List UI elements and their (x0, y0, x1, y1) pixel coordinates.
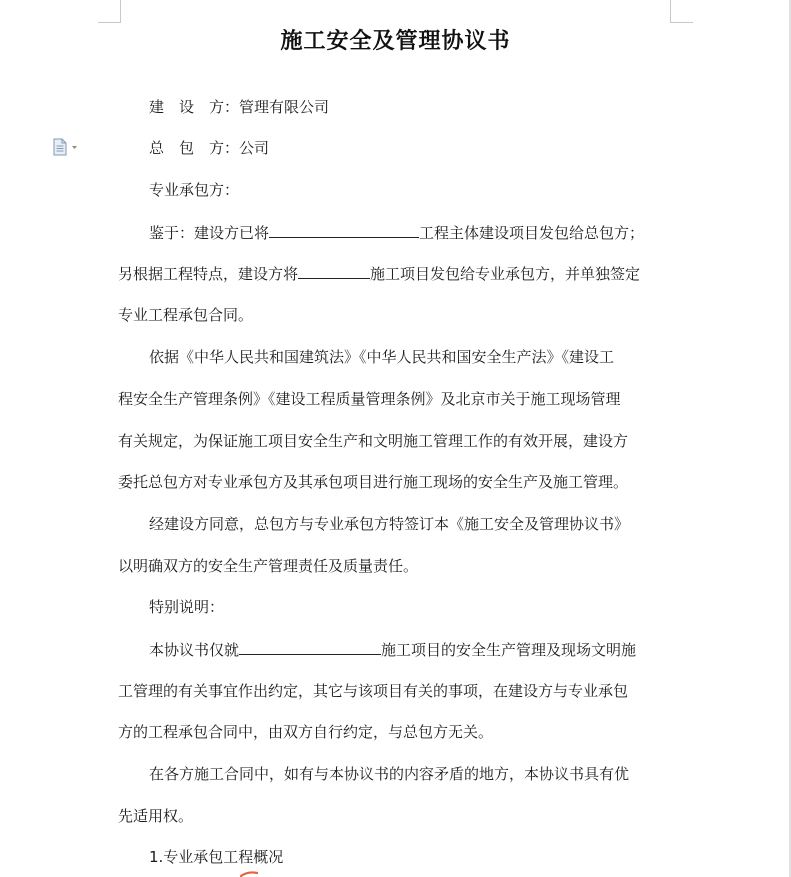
document-title: 施工安全及管理协议书 (280, 28, 511, 54)
special-note-label: 特别说明： (149, 598, 225, 616)
margin-corner-top-left (98, 0, 121, 23)
para1-line1 (149, 222, 644, 243)
para2-line1: 依据《中华人民共和国建筑法》《中华人民共和国安全生产法》《建设工 (149, 348, 615, 366)
client-line (149, 97, 329, 117)
client-label: 建 设 方： (149, 98, 240, 116)
para1-line3: 专业工程承包合同。 (118, 306, 254, 324)
red-pen-mark (240, 871, 258, 877)
subcontract-item-blank (298, 263, 370, 279)
para3-line1: 经建设方同意，总包方与专业承包方特签订本《施工安全及管理协议书》 (149, 515, 630, 533)
para4-line2: 工管理的有关事宜作出约定，其它与该项目有关的事项，在建设方与专业承包 (118, 682, 629, 700)
project-name-blank (269, 222, 419, 238)
para1-line2-text-b: 施工项目发包给专业承包方，并单独签定 (370, 265, 641, 283)
para1-line1-text-b: 工程主体建设项目发包给总包方； (419, 224, 645, 242)
para5-line2: 先适用权。 (118, 807, 194, 825)
document-options-button[interactable] (52, 138, 80, 156)
para3-line2: 以明确双方的安全生产管理责任及质量责任。 (118, 557, 419, 575)
para2-line4: 委托总包方对专业承包方及其承包项目进行施工现场的安全生产及施工管理。 (118, 473, 629, 491)
general-contractor-value: 公司 (239, 139, 270, 157)
document-options-icon (52, 138, 80, 156)
subcontractor-label: 专业承包方： (149, 181, 240, 199)
general-contractor-line (149, 138, 269, 158)
section-1-heading: 1.专业承包工程概况 (149, 848, 284, 866)
subcontractor-line (149, 180, 239, 200)
para2-line3: 有关规定，为保证施工项目安全生产和文明施工管理工作的有效开展，建设方 (118, 432, 629, 450)
margin-corner-top-right (670, 0, 693, 23)
para4-line3: 方的工程承包合同中，由双方自行约定，与总包方无关。 (118, 723, 494, 741)
para2-line2: 程安全生产管理条例》《建设工程质量管理条例》及北京市关于施工现场管理 (118, 390, 621, 408)
para5-line1: 在各方施工合同中，如有与本协议书的内容矛盾的地方，本协议书具有优 (149, 765, 630, 783)
general-contractor-label: 总 包 方： (149, 139, 240, 157)
para4-line1 (149, 639, 636, 660)
para4-line1-text-b: 施工项目的安全生产管理及现场文明施 (381, 641, 637, 659)
client-value: 管理有限公司 (239, 98, 330, 116)
construction-item-blank (239, 639, 381, 655)
para4-line1-text-a: 本协议书仅就 (149, 641, 240, 659)
para1-line2-text-a: 另根据工程特点，建设方将 (118, 265, 299, 283)
para1-line2 (118, 263, 640, 284)
para1-line1-text-a: 鉴于：建设方已将 (149, 224, 270, 242)
